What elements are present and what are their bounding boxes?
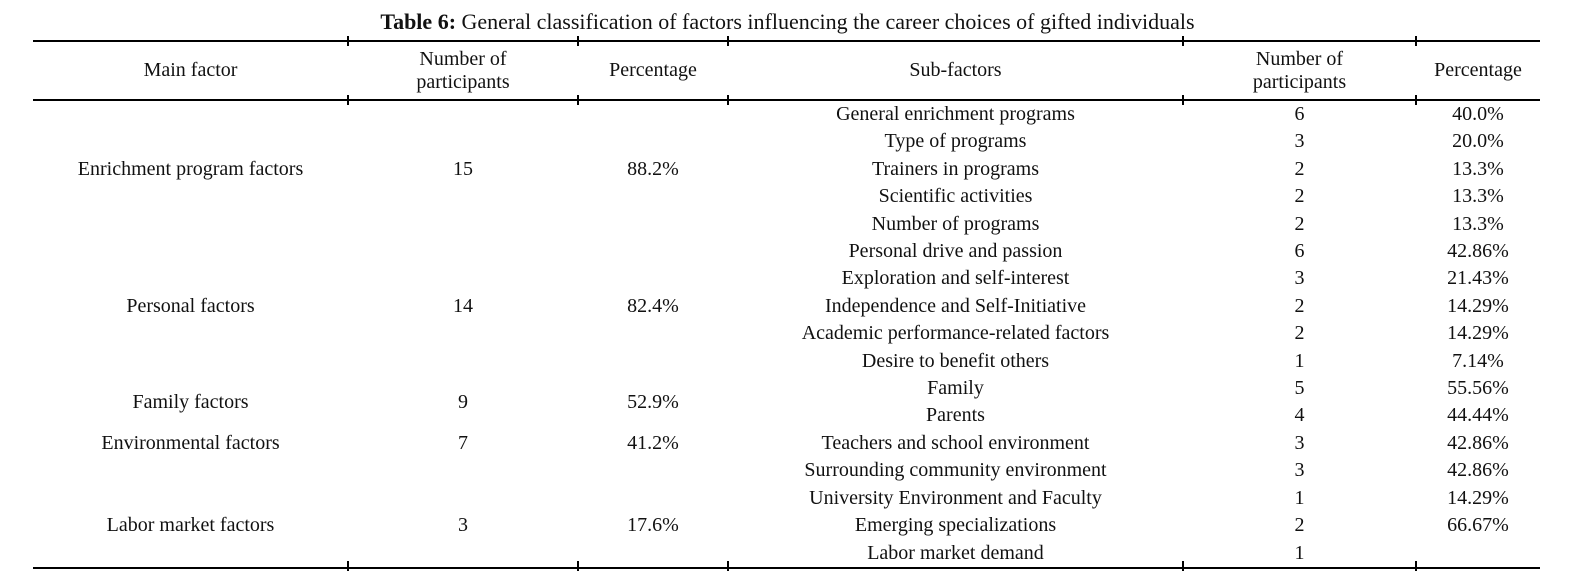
main-percentage-cell: 88.2% — [627, 157, 679, 180]
column-boundary-tick — [577, 561, 579, 571]
sub-factor-cell: Family — [927, 377, 984, 400]
header-percentage-1: Percentage — [609, 59, 697, 81]
column-boundary-tick — [347, 561, 349, 571]
sub-factor-cell: Type of programs — [884, 130, 1027, 153]
sub-participants-cell: 1 — [1294, 486, 1305, 509]
sub-percentage-cell: 55.56% — [1447, 377, 1509, 400]
sub-participants-cell: 5 — [1294, 377, 1305, 400]
sub-percentage-cell: 40.0% — [1452, 103, 1504, 125]
sub-participants-cell: 3 — [1294, 459, 1305, 482]
sub-percentage-cell: 14.29% — [1447, 486, 1509, 509]
sub-factor-cell: Academic performance-related factors — [801, 322, 1110, 345]
sub-factor-cell: General enrichment programs — [836, 103, 1075, 125]
main-percentage-cell: 17.6% — [627, 514, 679, 537]
table-row — [33, 430, 1540, 457]
header-percentage-2: Percentage — [1434, 59, 1522, 81]
sub-factor-cell: Trainers in programs — [871, 157, 1040, 180]
main-participants-cell: 7 — [458, 431, 468, 454]
sub-percentage-cell: 44.44% — [1447, 404, 1509, 427]
header-row — [33, 41, 1540, 100]
sub-percentage-cell: 14.29% — [1447, 294, 1509, 317]
sub-percentage-cell: 13.3% — [1452, 212, 1504, 235]
sub-percentage-cell: 21.43% — [1447, 267, 1509, 290]
main-factor-cell: Enrichment program factors — [77, 157, 304, 180]
main-participants-cell: 14 — [453, 294, 473, 317]
sub-participants-cell: 4 — [1294, 404, 1305, 427]
table-title — [0, 0, 1575, 40]
column-boundary-tick — [347, 36, 349, 46]
factors-table — [33, 40, 1540, 569]
column-boundary-tick — [727, 561, 729, 571]
main-factor-cell: Personal factors — [126, 294, 255, 317]
header-participants-2: Number of participants — [1252, 47, 1347, 93]
sub-factor-cell: Number of programs — [871, 212, 1040, 235]
sub-percentage-cell: 42.86% — [1447, 240, 1509, 263]
sub-factor-cell: Surrounding community environment — [804, 459, 1107, 482]
sub-participants-cell: 2 — [1294, 212, 1305, 235]
sub-factor-cell: Labor market demand — [867, 541, 1044, 564]
sub-factor-cell: Scientific activities — [878, 185, 1033, 208]
column-boundary-tick — [347, 95, 349, 105]
sub-percentage-cell: 13.3% — [1452, 185, 1504, 208]
sub-participants-cell: 2 — [1294, 514, 1305, 537]
column-boundary-tick — [1182, 561, 1184, 571]
sub-percentage-cell: 7.14% — [1452, 349, 1504, 372]
main-factor-cell: Family factors — [132, 390, 249, 413]
sub-factor-cell: Personal drive and passion — [848, 240, 1063, 263]
main-percentage-cell: 41.2% — [627, 431, 679, 454]
column-boundary-tick — [1415, 95, 1417, 105]
header-main-factor: Main factor — [143, 59, 238, 81]
sub-participants-cell: 2 — [1294, 157, 1305, 180]
sub-percentage-cell: 13.3% — [1452, 157, 1504, 180]
table-row — [33, 375, 1540, 402]
sub-participants-cell: 2 — [1294, 294, 1305, 317]
column-boundary-tick — [1415, 561, 1417, 571]
main-participants-cell: 9 — [458, 390, 468, 413]
column-boundary-tick — [1182, 95, 1184, 105]
sub-percentage-cell: 42.86% — [1447, 431, 1509, 454]
column-boundary-tick — [727, 95, 729, 105]
main-participants-cell: 3 — [458, 514, 468, 537]
table-title-text: General classification of factors influencing the career choices of gifted individuals — [456, 9, 1195, 34]
sub-percentage-cell: 20.0% — [1452, 130, 1504, 153]
sub-participants-cell: 2 — [1294, 322, 1305, 345]
sub-participants-cell: 6 — [1294, 103, 1305, 125]
sub-participants-cell: 1 — [1294, 349, 1305, 372]
sub-factor-cell: University Environment and Faculty — [809, 486, 1102, 509]
table-row — [33, 512, 1540, 539]
sub-participants-cell: 1 — [1294, 541, 1305, 564]
table-row — [33, 238, 1540, 265]
main-participants-cell: 15 — [453, 157, 473, 180]
main-percentage-cell: 52.9% — [627, 390, 679, 413]
sub-participants-cell: 3 — [1294, 130, 1305, 153]
table-container — [33, 40, 1540, 569]
sub-factor-cell: Parents — [926, 404, 985, 427]
sub-factor-cell: Independence and Self-Initiative — [825, 294, 1086, 317]
table-number-label: Table 6: — [380, 9, 457, 34]
sub-factor-cell: Exploration and self-interest — [841, 267, 1070, 290]
sub-percentage-cell: 42.86% — [1447, 459, 1509, 482]
main-factor-cell: Labor market factors — [106, 514, 275, 537]
sub-participants-cell: 3 — [1294, 267, 1305, 290]
sub-percentage-cell: 66.67% — [1447, 514, 1509, 537]
sub-factor-cell: Teachers and school environment — [821, 431, 1090, 454]
sub-participants-cell: 6 — [1294, 240, 1305, 263]
column-boundary-tick — [577, 36, 579, 46]
column-boundary-tick — [1415, 36, 1417, 46]
sub-factor-cell: Emerging specializations — [854, 514, 1057, 537]
main-percentage-cell: 82.4% — [627, 294, 679, 317]
column-boundary-tick — [577, 95, 579, 105]
header-sub-factors: Sub-factors — [909, 59, 1002, 81]
header-participants-1: Number of participants — [416, 47, 510, 93]
table-row — [33, 100, 1540, 128]
sub-percentage-cell: 14.29% — [1447, 322, 1509, 345]
sub-percentage-cell — [1416, 540, 1540, 568]
sub-participants-cell: 2 — [1294, 185, 1305, 208]
column-boundary-tick — [727, 36, 729, 46]
column-boundary-tick — [1182, 36, 1184, 46]
sub-factor-cell: Desire to benefit others — [861, 349, 1050, 372]
sub-participants-cell: 3 — [1294, 431, 1305, 454]
main-factor-cell: Environmental factors — [101, 431, 280, 454]
